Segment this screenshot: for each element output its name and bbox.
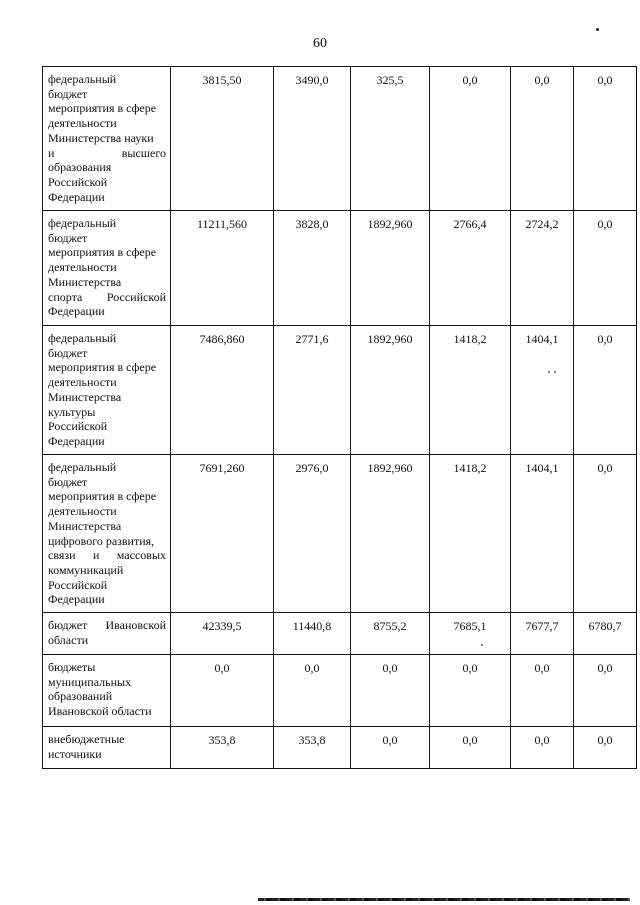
label-line: Министерства (48, 389, 122, 404)
value-cell: 0,0 (430, 727, 511, 769)
value-cell: 1404,1 (511, 455, 574, 613)
value-cell: 3815,50 (171, 67, 274, 211)
label-line: деятельности (48, 260, 117, 275)
label-line: деятельности (48, 375, 117, 390)
value-cell: 0,0 (274, 655, 351, 727)
scan-dot (596, 28, 599, 31)
value-cell: 1892,960 (351, 326, 430, 455)
table-row (43, 613, 637, 655)
label-line: спорта Российской (48, 289, 166, 304)
value-cell: 0,0 (574, 727, 637, 769)
value-cell: 7685,1 (430, 613, 511, 655)
label-line: бюджет (48, 230, 88, 245)
row-label (43, 67, 171, 211)
value-cell: 7677,7 (511, 613, 574, 655)
value-cell: 325,5 (351, 67, 430, 211)
funding-table-body (43, 67, 637, 769)
label-line: Российской (48, 174, 108, 189)
label-line: образований (48, 689, 113, 704)
value-cell: 1418,2 (430, 455, 511, 613)
label-line: источники (48, 746, 102, 761)
table-row (43, 727, 637, 769)
label-line: культуры (48, 404, 96, 419)
bottom-rule (258, 898, 630, 901)
value-cell: 1892,960 (351, 455, 430, 613)
label-line: федеральный (48, 216, 117, 230)
table-row (43, 326, 637, 455)
value-cell: 0,0 (511, 67, 574, 211)
label-line: цифрового развития, (48, 533, 155, 548)
label-line: и высшего (48, 145, 166, 160)
label-line: области (48, 632, 89, 647)
label-line: бюджет (48, 474, 88, 489)
value-cell: 1892,960 (351, 211, 430, 326)
row-label (43, 655, 171, 727)
value-cell: 2766,4 (430, 211, 511, 326)
value-cell: 1418,2 (430, 326, 511, 455)
row-label (43, 613, 171, 655)
label-line: федеральный (48, 72, 117, 86)
label-line: внебюджетные (48, 732, 125, 746)
value-cell: 11211,560 (171, 211, 274, 326)
value-cell: 0,0 (511, 727, 574, 769)
label-line: Министерства науки (48, 130, 154, 145)
value-cell: 7486,860 (171, 326, 274, 455)
label-line: Российской (48, 577, 108, 592)
label-line: бюджеты (48, 660, 96, 674)
value-cell: 8755,2 (351, 613, 430, 655)
value-cell: 0,0 (511, 655, 574, 727)
value-cell: 0,0 (574, 326, 637, 455)
page-number: 60 (313, 36, 327, 51)
label-line: связи и массовых (48, 548, 166, 563)
value-cell: 1404,1 (511, 326, 574, 455)
table-row (43, 655, 637, 727)
row-label (43, 727, 171, 769)
label-line: Российской (48, 419, 108, 434)
row-label (43, 211, 171, 326)
value-cell: 0,0 (171, 655, 274, 727)
value-cell: 2976,0 (274, 455, 351, 613)
table-row (43, 67, 637, 211)
scan-speck (548, 371, 550, 373)
label-line: федеральный (48, 460, 117, 474)
scan-speck (481, 644, 483, 646)
value-cell: 0,0 (574, 455, 637, 613)
value-cell: 0,0 (574, 67, 637, 211)
table-row (43, 211, 637, 326)
label-line: мероприятия в сфере (48, 245, 157, 260)
value-cell: 353,8 (171, 727, 274, 769)
label-line: Ивановской области (48, 704, 152, 719)
value-cell: 3490,0 (274, 67, 351, 211)
label-line: Федерации (48, 189, 105, 204)
label-line: муниципальных (48, 674, 132, 689)
label-line: коммуникаций (48, 562, 124, 577)
label-line: Федерации (48, 304, 105, 319)
value-cell: 3828,0 (274, 211, 351, 326)
label-line: Федерации (48, 433, 105, 448)
label-line: деятельности (48, 116, 117, 131)
value-cell: 2771,6 (274, 326, 351, 455)
label-line: мероприятия в сфере (48, 360, 157, 375)
value-cell: 353,8 (274, 727, 351, 769)
label-line: Федерации (48, 592, 105, 607)
value-cell: 7691,260 (171, 455, 274, 613)
label-line: федеральный (48, 331, 117, 345)
value-cell: 11440,8 (274, 613, 351, 655)
funding-table (42, 66, 637, 769)
value-cell: 2724,2 (511, 211, 574, 326)
label-line: Министерства (48, 518, 122, 533)
value-cell: 0,0 (574, 655, 637, 727)
row-label (43, 455, 171, 613)
label-line: образования (48, 160, 112, 175)
label-line: мероприятия в сфере (48, 101, 157, 116)
value-cell: 0,0 (430, 67, 511, 211)
value-cell: 0,0 (351, 727, 430, 769)
value-cell: 6780,7 (574, 613, 637, 655)
value-cell: 42339,5 (171, 613, 274, 655)
row-label (43, 326, 171, 455)
value-cell: 0,0 (351, 655, 430, 727)
table-row (43, 455, 637, 613)
label-line: Министерства (48, 274, 122, 289)
label-line: мероприятия в сфере (48, 489, 157, 504)
label-line: бюджет (48, 345, 88, 360)
label-line: бюджет Ивановской (48, 618, 166, 632)
scan-speck (554, 371, 556, 373)
value-cell: 0,0 (574, 211, 637, 326)
value-cell: 0,0 (430, 655, 511, 727)
label-line: деятельности (48, 504, 117, 519)
label-line: бюджет (48, 86, 88, 101)
